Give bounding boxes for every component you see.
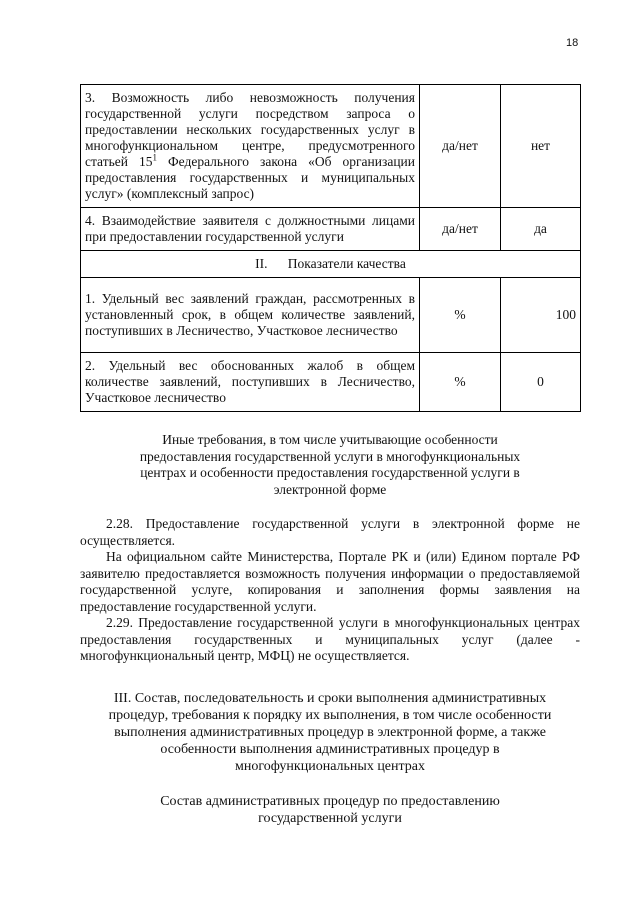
other-requirements-title: Иные требования, в том числе учитывающие особенности предоставления государственной услуги в многофункциональных центрах и особенности предоставления государственной услуги в электронной форме — [139, 432, 521, 497]
indicator-text-continued: Федерального закона «Об организации предоставления государственных и муниципальных услуг» (комплексный запрос) — [85, 154, 416, 201]
indicator-text: 3. Возможность либо невозможность получения государственной услуги посредством запроса о предоставлении нескольких государственных услуг в многофункциональном центре, предусмотренного статьей 15 — [85, 90, 415, 169]
page-number: 18 — [566, 37, 579, 49]
table-row — [81, 85, 581, 208]
indicator-value: да — [501, 208, 581, 251]
table-row — [81, 208, 581, 251]
table-row — [81, 353, 581, 412]
procedures-subheading: Состав административных процедур по предоставлению государственной услуги — [160, 794, 500, 826]
indicator-description — [81, 85, 420, 208]
indicator-description: 1. Удельный вес заявлений граждан, рассмотренных в установленный срок, в общем количестве заявлений, поступивших в Лесничество, Участковое лесничество — [81, 278, 420, 353]
indicator-description: 4. Взаимодействие заявителя с должностными лицами при предоставлении государственной услуги — [81, 208, 420, 251]
table-row — [81, 278, 581, 353]
indicator-description: 2. Удельный вес обоснованных жалоб в общем количестве заявлений, поступивших в Лесничество, Участковое лесничество — [81, 353, 420, 412]
indicator-unit: да/нет — [420, 208, 501, 251]
paragraph-2-29: 2.29. Предоставление государственной услуги в многофункциональных центрах предоставления государственных и муниципальных услуг (далее - многофункциональный центр, МФЦ) не осуществляется. — [80, 615, 580, 663]
indicator-unit: да/нет — [420, 85, 501, 208]
indicator-value: нет — [501, 85, 581, 208]
indicator-value: 100 — [501, 278, 581, 353]
section-heading-quality: II. Показатели качества — [81, 251, 581, 278]
indicator-unit: % — [420, 353, 501, 412]
table-section-row — [81, 251, 581, 278]
indicator-value: 0 — [501, 353, 581, 412]
indicators-table — [80, 84, 581, 412]
footnote-superscript: 1 — [152, 152, 157, 163]
paragraph-portal-info: На официальном сайте Министерства, Портале РК и (или) Едином портале РФ заявителю предоставляется возможность получения информации о предоставляемой государственной услуге, копирования и заполнения формы заявления на предоставление государственной услуги. — [80, 549, 580, 614]
paragraph-2-28: 2.28. Предоставление государственной услуги в электронной форме не осуществляется. — [80, 516, 580, 548]
body-paragraphs — [80, 516, 580, 665]
indicator-unit: % — [420, 278, 501, 353]
section-3-heading: III. Состав, последовательность и сроки выполнения административных процедур, требования к порядку их выполнения, в том числе особенности выполнения административных процедур в электронной форме, а также особенности выполнения административных процедур в многофункциональных центрах — [108, 691, 552, 774]
